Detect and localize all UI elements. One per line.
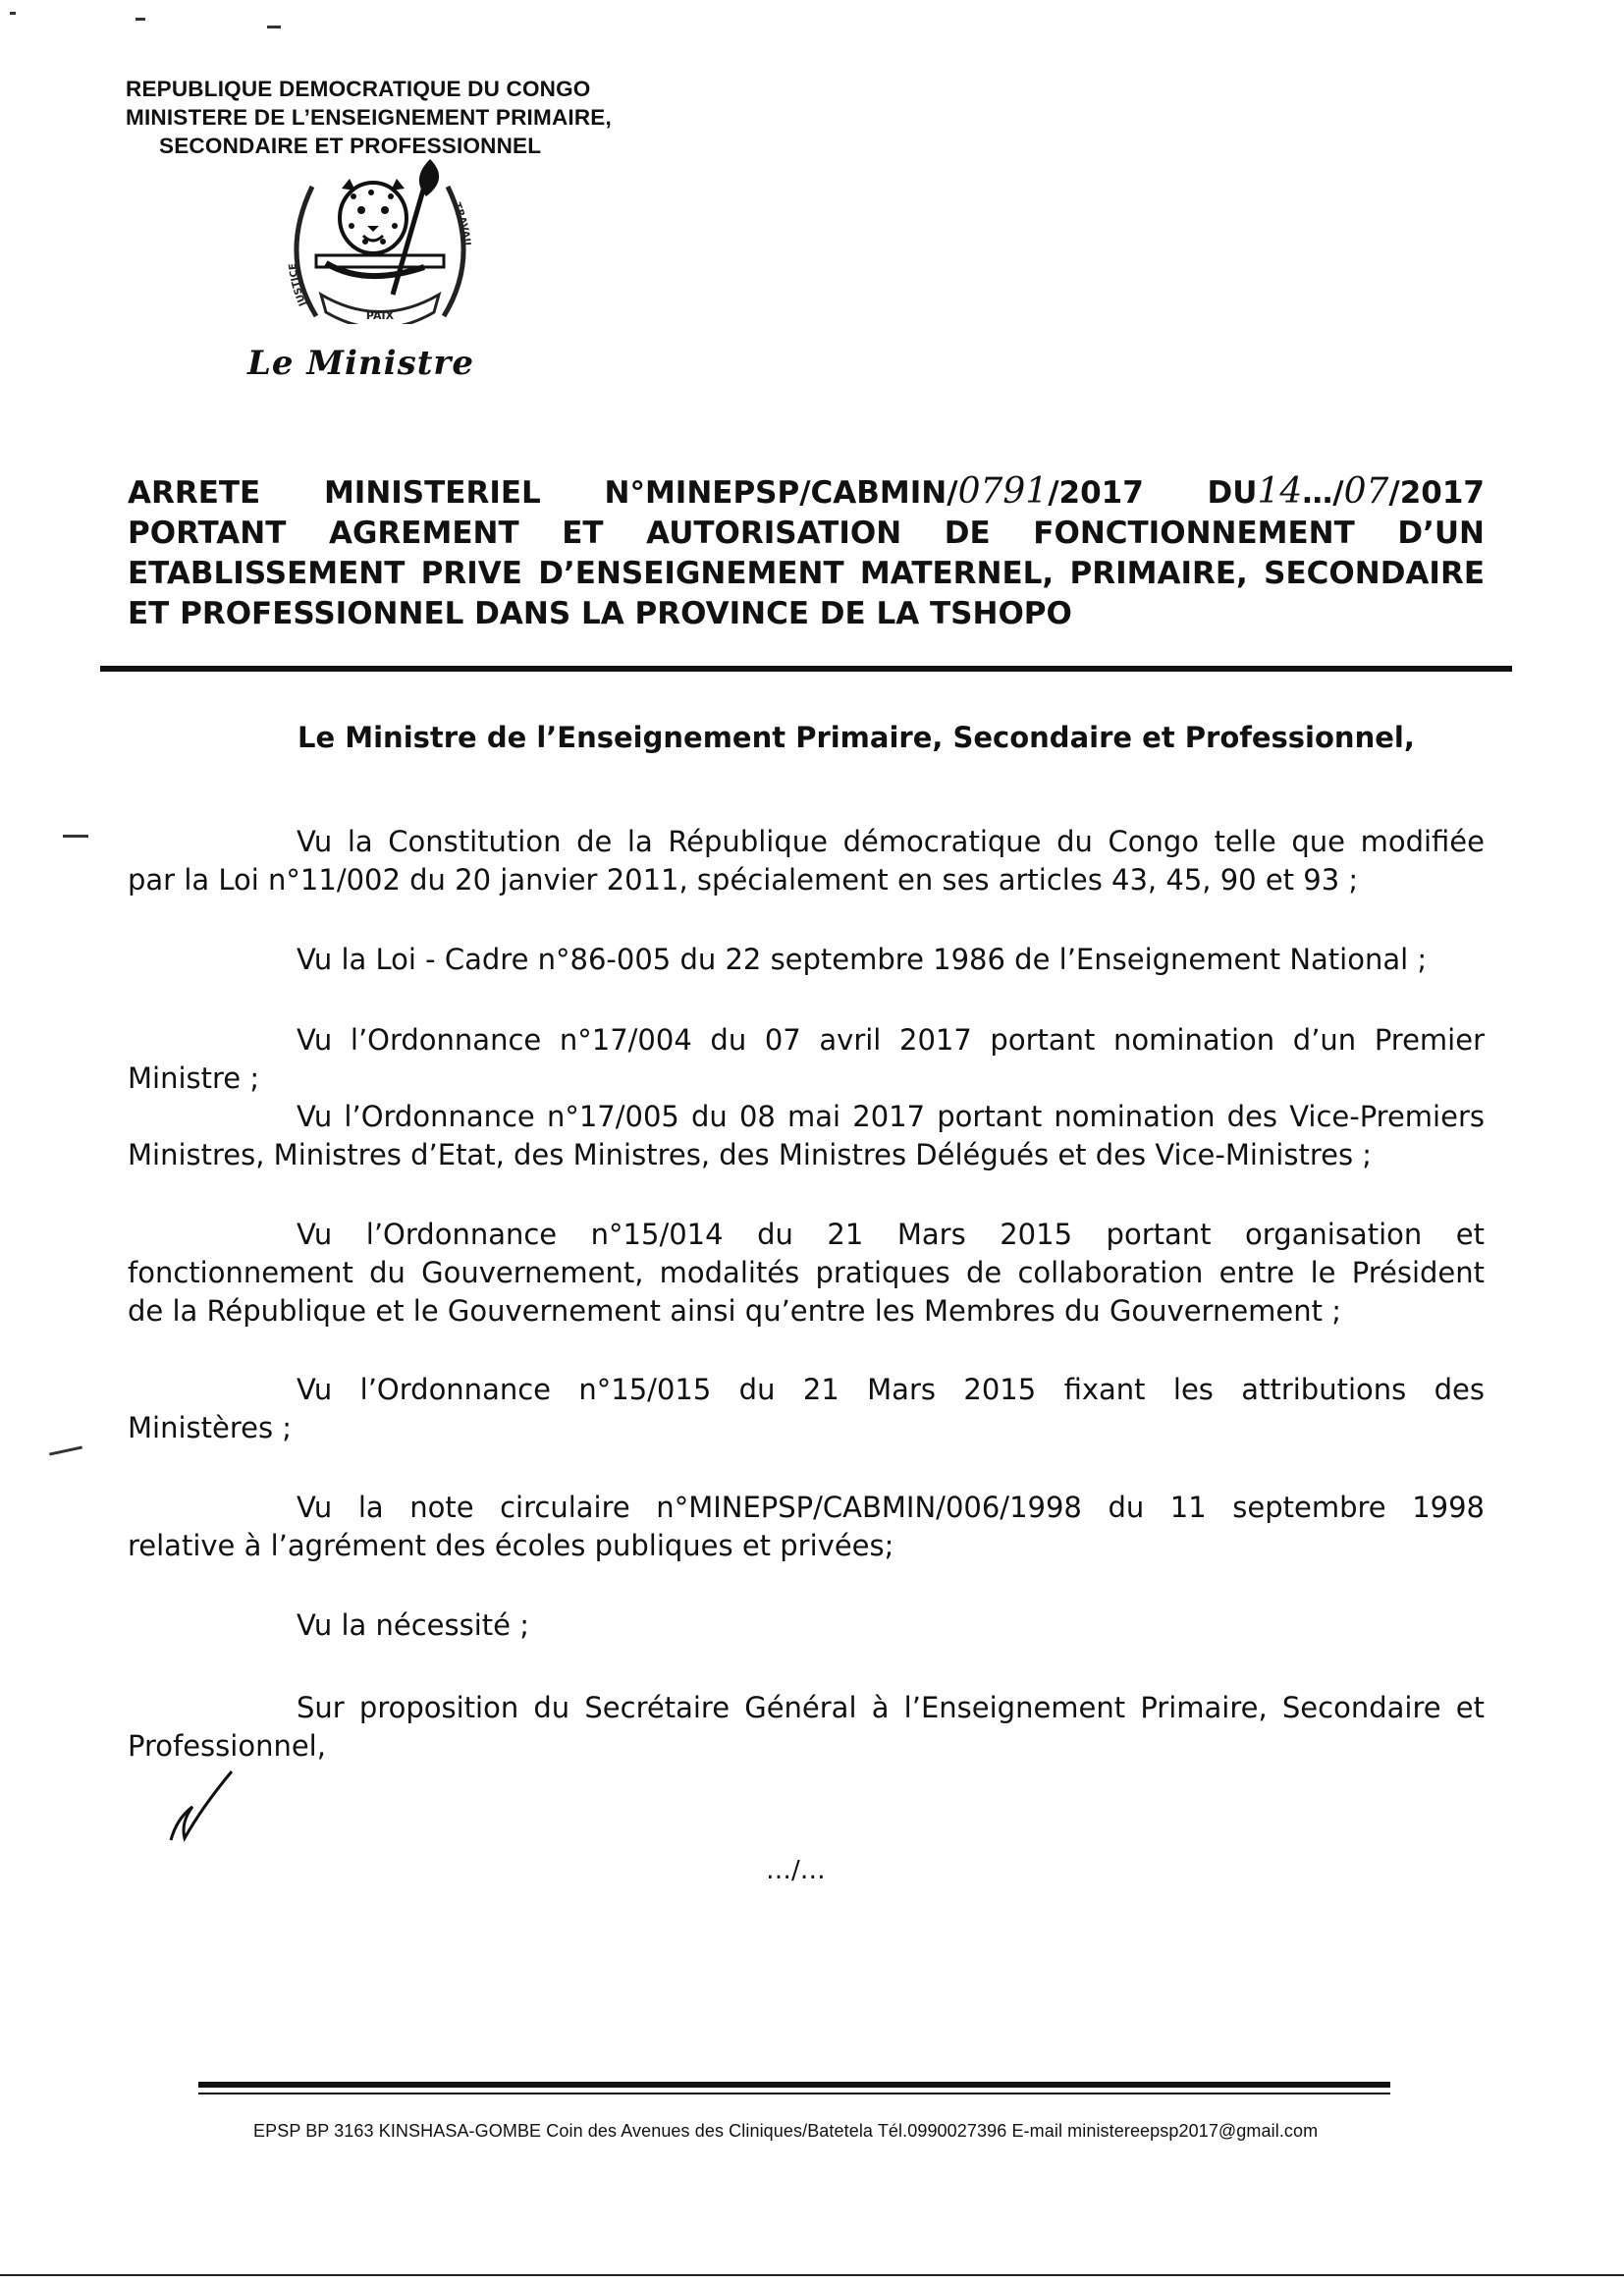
recital-proposition <box>128 1689 1485 1766</box>
minister-signature-mark: Le Ministre <box>247 344 474 383</box>
recital-ordonnance-17-004 <box>128 1021 1485 1098</box>
initials-paraph-mark <box>163 1767 242 1846</box>
recital-line: Vu la Loi - Cadre n°86-005 du 22 septembre 1986 de l’Enseignement National ; <box>297 943 1428 976</box>
recital-line: Vu la nécessité ; <box>297 1608 529 1642</box>
scan-edge-line <box>0 2274 1624 2276</box>
svg-text:TRAVAIL <box>451 201 472 249</box>
decree-title-line: ET PROFESSIONNEL DANS LA PROVINCE DE LA TSHOPO <box>128 596 1072 631</box>
title-divider <box>100 666 1512 672</box>
emblem-word-travail: TRAVAIL <box>451 201 472 249</box>
decree-reference-line <box>128 471 1485 514</box>
leopard-head-icon <box>340 179 406 253</box>
letterhead <box>126 75 612 160</box>
recital-line: Vu la Constitution de la République démocratique du Congo telle que modifiée <box>297 825 1485 858</box>
recital-line: Vu la note circulaire n°MINEPSP/CABMIN/006/1998 du 11 septembre 1998 <box>297 1491 1485 1524</box>
scan-mark <box>10 12 16 15</box>
scan-mark <box>63 835 88 838</box>
decree-title-line: PORTANT AGREMENT ET AUTORISATION DE FONCTIONNEMENT D’UN <box>128 516 1485 551</box>
scan-mark <box>49 1445 82 1455</box>
decree-month-handwritten: 07 <box>1343 471 1389 512</box>
recital-line: Vu l’Ordonnance n°17/004 du 07 avril 2017 portant nomination d’un Premier <box>297 1023 1485 1057</box>
recital-line: Sur proposition du Secrétaire Général à l’Enseignement Primaire, Secondaire et <box>297 1691 1485 1724</box>
decree-day-handwritten: 14 <box>1257 471 1303 512</box>
tusk-icon <box>326 263 424 276</box>
recital-line: par la Loi n°11/002 du 20 janvier 2011, spécialement en ses articles 43, 45, 90 et 93 ; <box>128 863 1359 897</box>
recital-line: Vu l’Ordonnance n°17/005 du 08 mai 2017 portant nomination des Vice-Premiers <box>297 1100 1485 1133</box>
footer-divider <box>198 2082 1390 2088</box>
decree-number-handwritten: 0791 <box>957 471 1049 512</box>
recital-line: Professionnel, <box>128 1729 326 1763</box>
decree-date-year: /2017 <box>1388 475 1485 511</box>
scan-mark <box>267 26 281 28</box>
decree-title <box>128 471 1485 634</box>
emblem-word-paix: PAIX <box>365 309 395 322</box>
recital-line: Ministres, Ministres d’Etat, des Ministres, des Ministres Délégués et des Vice-Ministres ; <box>128 1138 1373 1171</box>
decree-ref-prefix: ARRETE MINISTERIEL N°MINEPSP/CABMIN/ <box>128 475 958 511</box>
recital-ordonnance-17-005 <box>128 1098 1485 1174</box>
recital-line: Ministre ; <box>128 1061 260 1095</box>
scan-mark <box>135 18 145 21</box>
letterhead-ministry: MINISTERE DE L’ENSEIGNEMENT PRIMAIRE, <box>126 105 612 130</box>
decree-title-line: ETABLISSEMENT PRIVE D’ENSEIGNEMENT MATERNEL, PRIMAIRE, SECONDAIRE <box>128 556 1485 591</box>
footer-divider-thin <box>198 2093 1390 2094</box>
recital-necessite <box>128 1606 1485 1645</box>
decree-ref-mid: /2017 DU <box>1048 475 1258 511</box>
svg-text:JUSTICE <box>288 262 309 308</box>
footer-address: EPSP BP 3163 KINSHASA-GOMBE Coin des Avenues des Cliniques/Batetela Tél.0990027396 E-mail ministereepsp2017@gmail.com <box>253 2121 1319 2141</box>
recital-loi-cadre <box>128 941 1485 979</box>
recital-line: de la République et le Gouvernement ainsi qu’entre les Membres du Gouvernement ; <box>128 1294 1342 1328</box>
recital-line: Ministères ; <box>128 1411 293 1444</box>
page-continuation: …/… <box>766 1856 826 1885</box>
recital-line: Vu l’Ordonnance n°15/014 du 21 Mars 2015 portant organisation et <box>297 1218 1485 1251</box>
recital-ordonnance-15-015 <box>128 1371 1485 1447</box>
addressee-heading: Le Ministre de l’Enseignement Primaire, Secondaire et Professionnel, <box>298 721 1415 754</box>
emblem-word-justice: JUSTICE <box>287 262 309 308</box>
recital-ordonnance-15-014 <box>128 1216 1485 1331</box>
coat-of-arms-emblem <box>277 157 483 324</box>
letterhead-country: REPUBLIQUE DEMOCRATIQUE DU CONGO <box>126 77 591 101</box>
recital-line: Vu l’Ordonnance n°15/015 du 21 Mars 2015 fixant les attributions des <box>297 1373 1485 1406</box>
letterhead-ministry-cont: SECONDAIRE ET PROFESSIONNEL <box>159 134 542 158</box>
decree-date-sep: …/ <box>1302 475 1344 511</box>
recital-line: relative à l’agrément des écoles publiques et privées; <box>128 1529 894 1562</box>
recital-line: fonctionnement du Gouvernement, modalités pratiques de collaboration entre le Président <box>128 1256 1485 1289</box>
recital-constitution <box>128 823 1485 899</box>
recital-note-circulaire <box>128 1489 1485 1565</box>
